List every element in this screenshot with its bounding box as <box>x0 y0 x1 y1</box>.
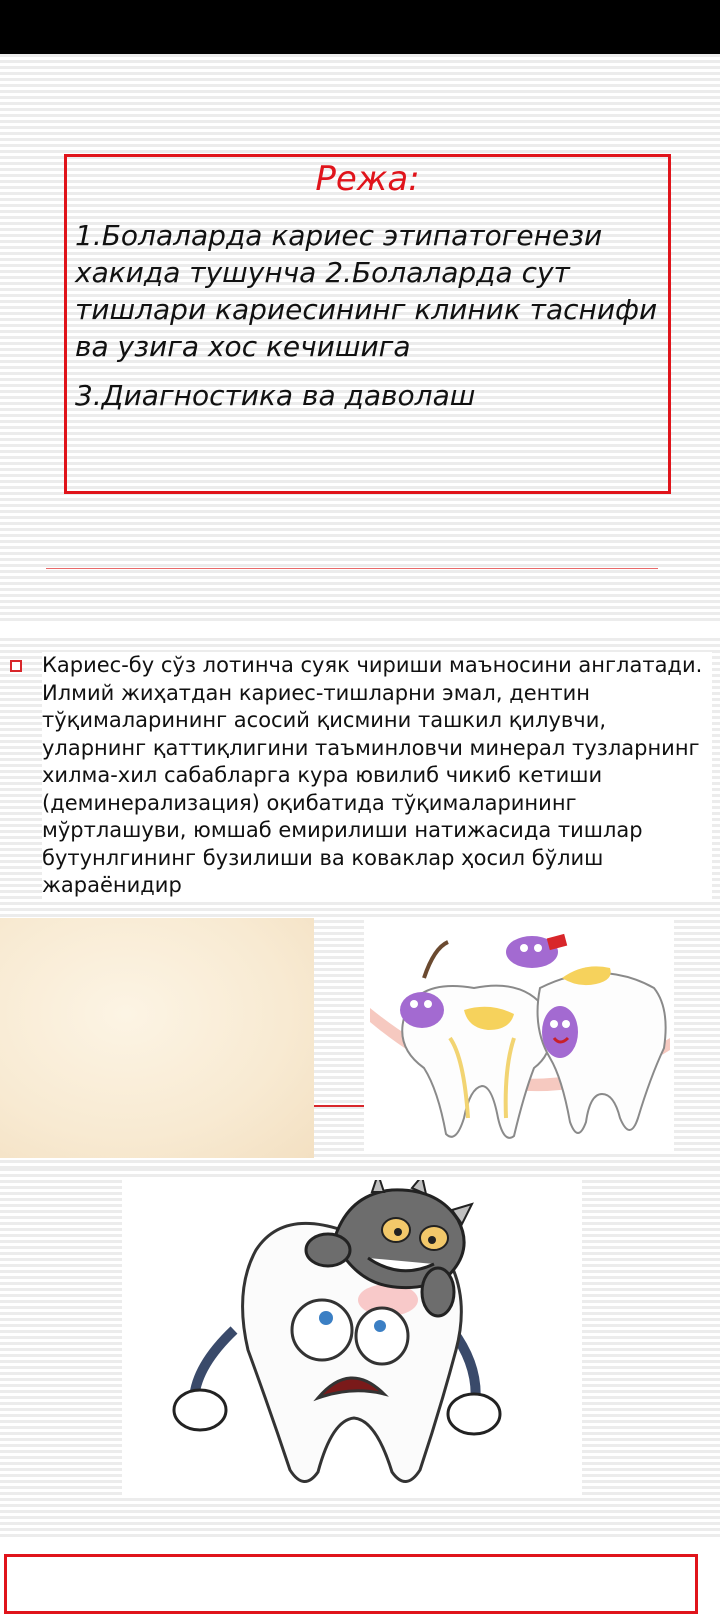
plan-title: Режа: <box>315 159 420 199</box>
tooth-slide <box>0 1168 720 1540</box>
caries-slide <box>0 638 720 1168</box>
plan-item-1-2: 1.Болаларда кариес этипатогенези хакида тушунча 2.Болаларда сут тишлари кариесининг клиник таснифи ва узига хос кечишига <box>75 219 658 363</box>
top-bar <box>0 0 720 54</box>
caries-definition: Кариес-бу сўз лотинча суяк чириши маъносини англатади. Илмий жиҳатдан кариес-тишларни эмал, дентин тўқималарининг асосий қисмини ташкил қилувчи, уларнинг қаттиқлигини таъминловчи минерал тузларнинг хилма-хил сабабларга кура ювилиб чикиб кетиши (деминерализация) оқибатида тўқималарининг мўртлашуви, юмшаб емирилиши натижасида тишлар бутунлгининг бузилиши ва коваклар ҳосил бўлиш жараёнидир <box>42 652 712 900</box>
divider-line <box>46 568 658 569</box>
bacteria-teeth-illustration <box>364 918 674 1154</box>
next-slide <box>0 1540 720 1600</box>
plan-list <box>75 217 665 414</box>
plan-box <box>64 154 671 494</box>
plan-slide <box>0 54 720 624</box>
accent-line <box>314 1105 366 1107</box>
slide-gap <box>0 624 720 638</box>
square-bullet-icon <box>10 660 22 672</box>
scared-tooth-cartoon <box>122 1180 582 1498</box>
next-slide-box <box>4 1554 698 1614</box>
plan-item-3: 3.Диагностика ва даволаш <box>75 379 476 412</box>
parchment-image <box>0 918 314 1158</box>
